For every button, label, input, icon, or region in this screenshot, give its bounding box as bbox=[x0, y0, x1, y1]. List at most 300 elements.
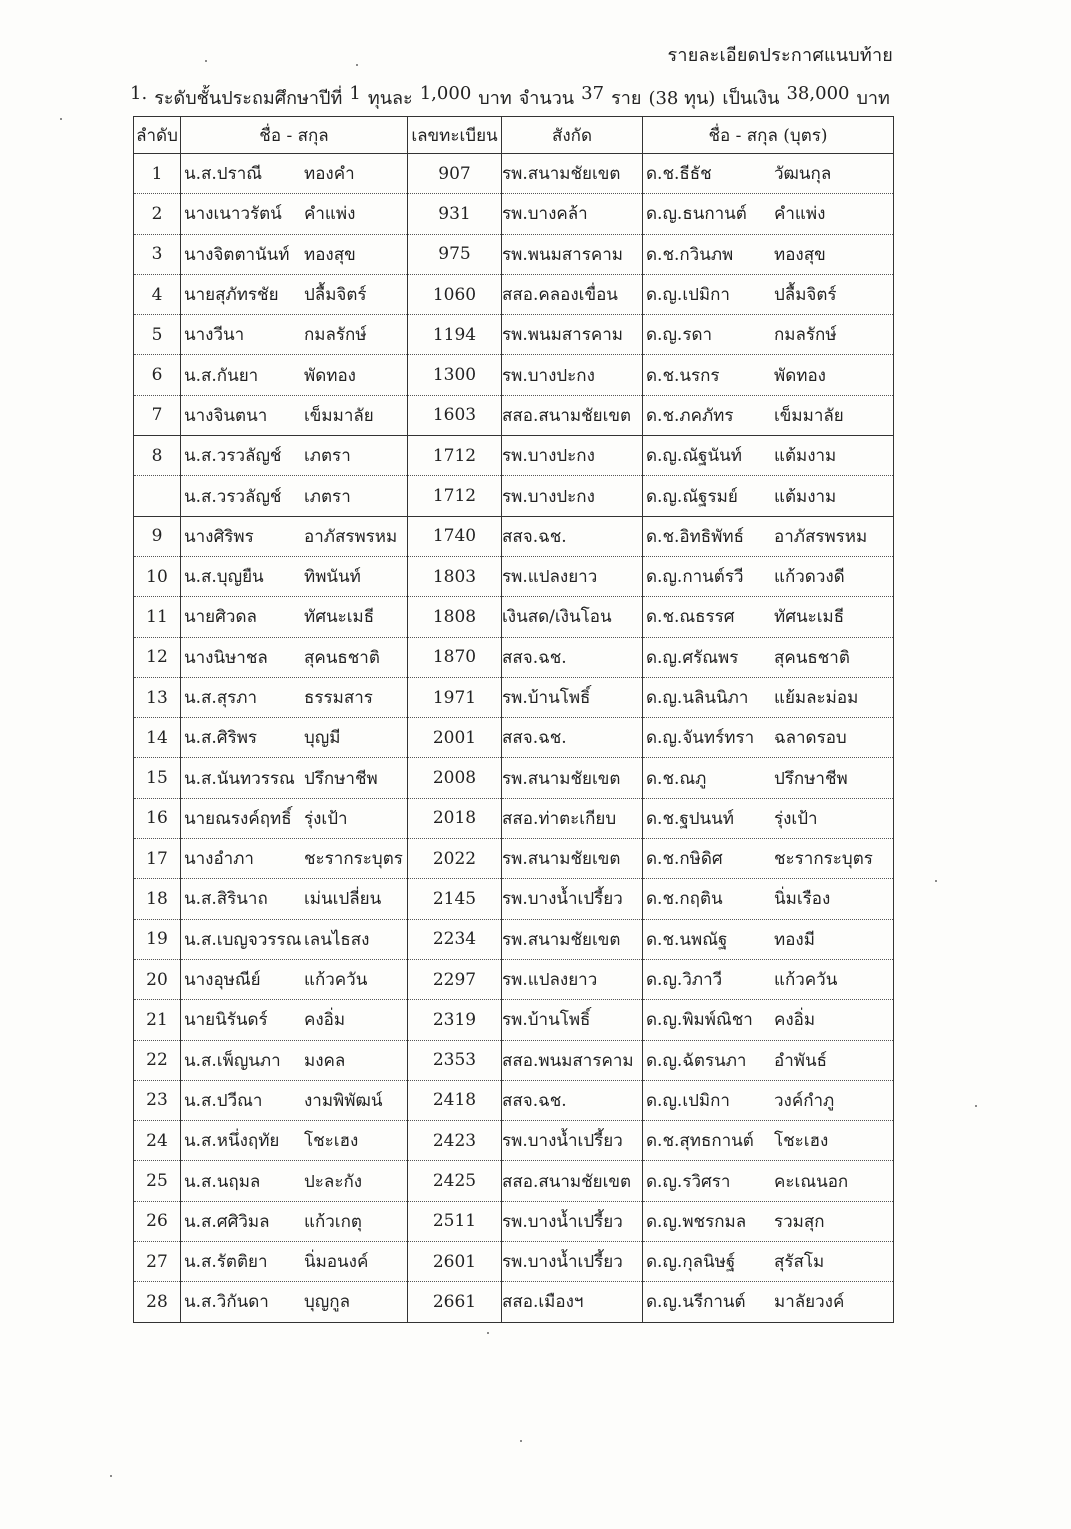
member-first-name: นายสุภัทรชัย bbox=[184, 285, 279, 306]
child-first-name: ด.ญ.รวิศรา bbox=[646, 1171, 731, 1192]
table-row bbox=[134, 879, 894, 919]
affiliation: สสอ.ท่าตะเกียบ bbox=[502, 798, 643, 838]
child-first-name: ด.ญ.รดา bbox=[646, 325, 713, 346]
child-name-cell bbox=[643, 436, 894, 476]
table-row bbox=[134, 315, 894, 355]
member-last-name: กมลรักษ์ bbox=[304, 325, 367, 346]
row-number: 14 bbox=[134, 718, 181, 758]
member-name-cell bbox=[181, 476, 408, 516]
row-number: 4 bbox=[134, 274, 181, 314]
row-number: 13 bbox=[134, 677, 181, 717]
registration-number: 2008 bbox=[408, 758, 502, 798]
header-no: ลำดับ bbox=[134, 117, 181, 154]
registration-number: 907 bbox=[408, 154, 502, 194]
registration-number: 975 bbox=[408, 234, 502, 274]
table-row bbox=[134, 274, 894, 314]
title-part: ระดับชั้นประถมศึกษาปีที่ bbox=[154, 88, 343, 109]
table-row bbox=[134, 1201, 894, 1241]
member-name-cell bbox=[181, 718, 408, 758]
table-row bbox=[134, 556, 894, 596]
table-row bbox=[134, 1161, 894, 1201]
registration-number: 2353 bbox=[408, 1040, 502, 1080]
table-row bbox=[134, 395, 894, 435]
child-first-name: ด.ช.กษิดิศ bbox=[646, 849, 723, 870]
member-last-name: พัดทอง bbox=[304, 365, 356, 386]
registration-number: 1300 bbox=[408, 355, 502, 395]
child-name-cell bbox=[643, 798, 894, 838]
child-name-cell bbox=[643, 234, 894, 274]
member-first-name: น.ส.บุญยืน bbox=[184, 567, 264, 588]
affiliation: รพ.แปลงยาว bbox=[502, 556, 643, 596]
member-last-name: อาภัสรพรหม bbox=[304, 526, 398, 547]
title-part: บาท bbox=[856, 88, 890, 109]
affiliation: รพ.บางคล้า bbox=[502, 194, 643, 234]
member-name-cell bbox=[181, 154, 408, 194]
child-name-cell bbox=[643, 476, 894, 516]
child-first-name: ด.ช.นรกร bbox=[646, 365, 720, 386]
member-name-cell bbox=[181, 879, 408, 919]
child-last-name: ทองมี bbox=[774, 929, 815, 950]
child-last-name: แย้มละม่อม bbox=[774, 688, 859, 708]
child-first-name: ด.ช.กฤติน bbox=[646, 889, 723, 910]
row-number: 20 bbox=[134, 959, 181, 999]
member-name-cell bbox=[181, 556, 408, 596]
child-first-name: ด.ช.ภคภัทร bbox=[646, 405, 734, 426]
member-first-name: นางนิษาชล bbox=[184, 647, 268, 668]
row-number: 22 bbox=[134, 1040, 181, 1080]
child-first-name: ด.ญ.พิมพ์ณิชา bbox=[646, 1010, 753, 1031]
row-number: 17 bbox=[134, 839, 181, 879]
child-first-name: ด.ญ.กุลนิษฐ์ bbox=[646, 1252, 736, 1273]
registration-number: 1712 bbox=[408, 436, 502, 476]
registration-number: 2022 bbox=[408, 839, 502, 879]
member-last-name: เม่นเปลี่ยน bbox=[304, 889, 382, 910]
child-name-cell bbox=[643, 718, 894, 758]
row-number: 28 bbox=[134, 1282, 181, 1322]
child-first-name: ด.ช.ฐปนนท์ bbox=[646, 808, 735, 829]
child-name-cell bbox=[643, 758, 894, 798]
affiliation: รพ.แปลงยาว bbox=[502, 959, 643, 999]
child-name-cell bbox=[643, 315, 894, 355]
affiliation: รพ.สนามชัยเขต bbox=[502, 154, 643, 194]
affiliation: สสจ.ฉช. bbox=[502, 637, 643, 677]
affiliation: รพ.บางปะกง bbox=[502, 476, 643, 516]
member-first-name: น.ส.สิรินาถ bbox=[184, 889, 268, 910]
child-last-name: อาภัสรพรหม bbox=[774, 526, 868, 547]
child-last-name: ชะรากระบุตร bbox=[774, 849, 873, 870]
table-row bbox=[134, 597, 894, 637]
child-name-cell bbox=[643, 1161, 894, 1201]
member-name-cell bbox=[181, 395, 408, 435]
registration-number: 2425 bbox=[408, 1161, 502, 1201]
member-name-cell bbox=[181, 1201, 408, 1241]
member-first-name: นางจิตตานันท์ bbox=[184, 244, 290, 265]
affiliation: รพ.บางน้ำเปรี้ยว bbox=[502, 1201, 643, 1241]
member-name-cell bbox=[181, 355, 408, 395]
child-first-name: ด.ญ.ธนกานต์ bbox=[646, 204, 747, 225]
member-last-name: ปะละกัง bbox=[304, 1171, 363, 1192]
member-last-name: ทัศนะเมธี bbox=[304, 607, 375, 628]
table-row bbox=[134, 476, 894, 516]
header-org: สังกัด bbox=[502, 117, 643, 154]
row-number: 3 bbox=[134, 234, 181, 274]
member-first-name: น.ส.เพ็ญนภา bbox=[184, 1050, 281, 1071]
row-number: 19 bbox=[134, 919, 181, 959]
table-row bbox=[134, 234, 894, 274]
affiliation: เงินสด/เงินโอน bbox=[502, 597, 643, 637]
row-number: 12 bbox=[134, 637, 181, 677]
child-name-cell bbox=[643, 1040, 894, 1080]
child-first-name: ด.ช.ธีธัช bbox=[646, 164, 712, 185]
child-last-name: รวมสุก bbox=[774, 1211, 825, 1232]
member-last-name: ทิพนันท์ bbox=[304, 567, 361, 588]
registration-number: 2661 bbox=[408, 1282, 502, 1322]
child-first-name: ด.ช.อิทธิพัทธ์ bbox=[646, 526, 744, 547]
row-number bbox=[134, 476, 181, 516]
affiliation: รพ.พนมสารคาม bbox=[502, 315, 643, 355]
member-first-name: น.ส.สุรภา bbox=[184, 688, 258, 708]
title-part: บาท bbox=[478, 88, 512, 109]
affiliation: รพ.พนมสารคาม bbox=[502, 234, 643, 274]
child-first-name: ด.ญ.วิภาวี bbox=[646, 970, 723, 991]
table-row bbox=[134, 154, 894, 194]
title-part: 1,000 bbox=[419, 83, 472, 104]
title-part: ราย bbox=[611, 88, 642, 109]
table-row bbox=[134, 758, 894, 798]
registration-number: 2018 bbox=[408, 798, 502, 838]
row-number: 7 bbox=[134, 395, 181, 435]
member-first-name: นางศิริพร bbox=[184, 526, 254, 547]
member-last-name: เภตรา bbox=[304, 446, 351, 467]
member-name-cell bbox=[181, 919, 408, 959]
child-first-name: ด.ญ.เปมิกา bbox=[646, 1090, 730, 1111]
member-first-name: น.ส.ปวีณา bbox=[184, 1090, 263, 1111]
child-first-name: ด.ญ.ฉัตรนภา bbox=[646, 1050, 747, 1071]
member-last-name: เภตรา bbox=[304, 486, 351, 507]
child-last-name: สุรัสโม bbox=[774, 1252, 825, 1273]
registration-number: 1808 bbox=[408, 597, 502, 637]
child-first-name: ด.ญ.นรีกานต์ bbox=[646, 1292, 746, 1313]
member-name-cell bbox=[181, 798, 408, 838]
child-last-name: แก้วควัน bbox=[774, 970, 838, 991]
child-name-cell bbox=[643, 1080, 894, 1120]
member-name-cell bbox=[181, 758, 408, 798]
member-last-name: มงคล bbox=[304, 1050, 346, 1071]
affiliation: สสจ.ฉช. bbox=[502, 1080, 643, 1120]
table-row bbox=[134, 677, 894, 717]
child-name-cell bbox=[643, 556, 894, 596]
member-last-name: คงอิ่ม bbox=[304, 1010, 346, 1031]
table-row bbox=[134, 1080, 894, 1120]
child-first-name: ด.ช.ณธรรศ bbox=[646, 607, 735, 628]
row-number: 8 bbox=[134, 436, 181, 476]
registration-number: 2423 bbox=[408, 1121, 502, 1161]
affiliation: รพ.บางน้ำเปรี้ยว bbox=[502, 1121, 643, 1161]
member-first-name: น.ส.วรวลัญช์ bbox=[184, 486, 282, 507]
child-name-cell bbox=[643, 597, 894, 637]
child-last-name: วัฒนกุล bbox=[774, 164, 832, 185]
title-part: 37 bbox=[581, 83, 605, 104]
member-name-cell bbox=[181, 839, 408, 879]
table-row bbox=[134, 355, 894, 395]
table-row bbox=[134, 1242, 894, 1282]
registration-number: 1603 bbox=[408, 395, 502, 435]
child-name-cell bbox=[643, 879, 894, 919]
registration-number: 2319 bbox=[408, 1000, 502, 1040]
child-name-cell bbox=[643, 959, 894, 999]
scholarship-table bbox=[133, 116, 894, 1323]
member-name-cell bbox=[181, 1282, 408, 1322]
child-first-name: ด.ช.สุทธกานต์ bbox=[646, 1131, 754, 1152]
registration-number: 2601 bbox=[408, 1242, 502, 1282]
row-number: 18 bbox=[134, 879, 181, 919]
child-last-name: คะเณนอก bbox=[774, 1171, 849, 1192]
member-first-name: นางวีนา bbox=[184, 325, 245, 346]
member-last-name: แก้วเกตุ bbox=[304, 1211, 362, 1232]
row-number: 6 bbox=[134, 355, 181, 395]
affiliation: รพ.สนามชัยเขต bbox=[502, 919, 643, 959]
child-last-name: ปลื้มจิตร์ bbox=[774, 285, 837, 306]
table-header-row bbox=[134, 117, 894, 154]
row-number: 23 bbox=[134, 1080, 181, 1120]
child-last-name: แต้มงาม bbox=[774, 486, 837, 507]
affiliation: สสอ.พนมสารคาม bbox=[502, 1040, 643, 1080]
member-name-cell bbox=[181, 959, 408, 999]
affiliation: สสอ.คลองเขื่อน bbox=[502, 274, 643, 314]
member-first-name: น.ส.นฤมล bbox=[184, 1171, 261, 1192]
member-first-name: นางอำภา bbox=[184, 849, 254, 870]
child-first-name: ด.ญ.ศรัณพร bbox=[646, 647, 739, 668]
child-first-name: ด.ญ.กานต์รวี bbox=[646, 567, 744, 588]
registration-number: 931 bbox=[408, 194, 502, 234]
child-first-name: ด.ช.นพณัฐ bbox=[646, 929, 728, 950]
member-name-cell bbox=[181, 516, 408, 556]
member-name-cell bbox=[181, 677, 408, 717]
registration-number: 2418 bbox=[408, 1080, 502, 1120]
row-number: 10 bbox=[134, 556, 181, 596]
member-last-name: ปรึกษาชีพ bbox=[304, 768, 378, 789]
child-first-name: ด.ญ.พชรกมล bbox=[646, 1211, 747, 1232]
member-first-name: น.ส.เบญจวรรณ bbox=[184, 929, 302, 950]
child-last-name: นิ่มเรือง bbox=[774, 889, 831, 910]
child-first-name: ด.ช.ณภู bbox=[646, 768, 707, 789]
member-name-cell bbox=[181, 194, 408, 234]
member-last-name: โชะเฮง bbox=[304, 1131, 359, 1152]
child-name-cell bbox=[643, 919, 894, 959]
child-first-name: ด.ญ.จันทร์ทรา bbox=[646, 728, 755, 749]
registration-number: 2297 bbox=[408, 959, 502, 999]
registration-number: 1870 bbox=[408, 637, 502, 677]
child-name-cell bbox=[643, 1282, 894, 1322]
section-title bbox=[130, 83, 890, 112]
row-number: 1 bbox=[134, 154, 181, 194]
member-last-name: นิ่มอนงค์ bbox=[304, 1252, 369, 1273]
row-number: 15 bbox=[134, 758, 181, 798]
table-row bbox=[134, 798, 894, 838]
row-number: 21 bbox=[134, 1000, 181, 1040]
registration-number: 1712 bbox=[408, 476, 502, 516]
attachment-note: รายละเอียดประกาศแนบท้าย bbox=[667, 45, 893, 66]
child-last-name: ทัศนะเมธี bbox=[774, 607, 845, 628]
child-first-name: ด.ญ.ณัฐรมย์ bbox=[646, 486, 738, 507]
header-name: ชื่อ - สกุล bbox=[181, 117, 408, 154]
child-name-cell bbox=[643, 637, 894, 677]
child-last-name: ปรึกษาชีพ bbox=[774, 768, 848, 789]
child-name-cell bbox=[643, 1201, 894, 1241]
title-part: เป็นเงิน bbox=[722, 88, 780, 109]
member-first-name: นางเนาวรัตน์ bbox=[184, 204, 282, 225]
child-last-name: โชะเฮง bbox=[774, 1131, 829, 1152]
child-last-name: เข็มมาลัย bbox=[774, 405, 844, 426]
child-last-name: แต้มงาม bbox=[774, 446, 837, 467]
table-row bbox=[134, 436, 894, 476]
affiliation: รพ.บางปะกง bbox=[502, 355, 643, 395]
affiliation: รพ.บางปะกง bbox=[502, 436, 643, 476]
table-row bbox=[134, 637, 894, 677]
child-last-name: วงค์กำภู bbox=[774, 1090, 835, 1111]
child-last-name: มาลัยวงค์ bbox=[774, 1292, 845, 1313]
registration-number: 2234 bbox=[408, 919, 502, 959]
member-last-name: ชะรากระบุตร bbox=[304, 849, 403, 870]
table-body bbox=[134, 154, 894, 1323]
member-first-name: น.ส.กันยา bbox=[184, 365, 259, 386]
member-name-cell bbox=[181, 315, 408, 355]
row-number: 27 bbox=[134, 1242, 181, 1282]
member-name-cell bbox=[181, 1080, 408, 1120]
affiliation: รพ.บางน้ำเปรี้ยว bbox=[502, 1242, 643, 1282]
header-child: ชื่อ - สกุล (บุตร) bbox=[643, 117, 894, 154]
member-last-name: บุญกูล bbox=[304, 1292, 350, 1313]
registration-number: 1060 bbox=[408, 274, 502, 314]
registration-number: 1971 bbox=[408, 677, 502, 717]
member-last-name: ธรรมสาร bbox=[304, 688, 373, 708]
title-part: 1 bbox=[349, 83, 361, 104]
registration-number: 1740 bbox=[408, 516, 502, 556]
child-last-name: พัดทอง bbox=[774, 365, 826, 386]
table-row bbox=[134, 516, 894, 556]
member-name-cell bbox=[181, 1161, 408, 1201]
child-last-name: แก้วดวงดี bbox=[774, 567, 845, 588]
member-last-name: ปลื้มจิตร์ bbox=[304, 285, 367, 306]
child-name-cell bbox=[643, 355, 894, 395]
registration-number: 2511 bbox=[408, 1201, 502, 1241]
member-first-name: น.ส.วรวลัญช์ bbox=[184, 446, 282, 467]
member-first-name: นายนิรันดร์ bbox=[184, 1010, 268, 1031]
child-name-cell bbox=[643, 839, 894, 879]
table-row bbox=[134, 839, 894, 879]
affiliation: รพ.บางน้ำเปรี้ยว bbox=[502, 879, 643, 919]
child-last-name: ทองสุข bbox=[774, 244, 826, 265]
member-last-name: งามพิพัฒน์ bbox=[304, 1090, 383, 1111]
member-last-name: คำแพ่ง bbox=[304, 204, 356, 225]
member-last-name: บุญมี bbox=[304, 728, 341, 749]
child-name-cell bbox=[643, 274, 894, 314]
registration-number: 2001 bbox=[408, 718, 502, 758]
member-last-name: รุ่งเป้า bbox=[304, 808, 348, 829]
child-last-name: ฉลาดรอบ bbox=[774, 728, 847, 749]
member-name-cell bbox=[181, 1121, 408, 1161]
affiliation: สสอ.เมืองฯ bbox=[502, 1282, 643, 1322]
title-part: (38 ทุน) bbox=[648, 88, 716, 109]
member-last-name: เข็มมาลัย bbox=[304, 405, 374, 426]
table-row bbox=[134, 1282, 894, 1322]
affiliation: รพ.บ้านโพธิ์ bbox=[502, 1000, 643, 1040]
child-name-cell bbox=[643, 1000, 894, 1040]
member-name-cell bbox=[181, 1040, 408, 1080]
child-name-cell bbox=[643, 395, 894, 435]
row-number: 11 bbox=[134, 597, 181, 637]
member-last-name: เลนไธสง bbox=[304, 929, 370, 950]
child-name-cell bbox=[643, 194, 894, 234]
row-number: 24 bbox=[134, 1121, 181, 1161]
member-last-name: ทองคำ bbox=[304, 164, 355, 185]
row-number: 25 bbox=[134, 1161, 181, 1201]
row-number: 16 bbox=[134, 798, 181, 838]
header-reg: เลขทะเบียน bbox=[408, 117, 502, 154]
member-name-cell bbox=[181, 1000, 408, 1040]
child-name-cell bbox=[643, 677, 894, 717]
member-name-cell bbox=[181, 234, 408, 274]
member-first-name: นางจินตนา bbox=[184, 405, 268, 426]
member-first-name: น.ส.วิกันดา bbox=[184, 1292, 269, 1313]
member-first-name: น.ส.ปราณี bbox=[184, 164, 263, 185]
child-first-name: ด.ญ.ณัฐนันท์ bbox=[646, 446, 742, 467]
row-number: 5 bbox=[134, 315, 181, 355]
child-last-name: สุคนธชาติ bbox=[774, 647, 850, 668]
child-last-name: คงอิ่ม bbox=[774, 1010, 816, 1031]
member-first-name: น.ส.ศิริพร bbox=[184, 728, 258, 749]
title-part: จำนวน bbox=[518, 88, 575, 109]
registration-number: 1803 bbox=[408, 556, 502, 596]
member-first-name: น.ส.หนึ่งฤทัย bbox=[184, 1131, 280, 1152]
title-part: ทุนละ bbox=[367, 88, 413, 109]
title-part: 38,000 bbox=[786, 83, 850, 104]
table-row bbox=[134, 1121, 894, 1161]
table-row bbox=[134, 718, 894, 758]
child-last-name: รุ่งเป้า bbox=[774, 808, 818, 829]
member-name-cell bbox=[181, 436, 408, 476]
child-first-name: ด.ญ.นลินนิภา bbox=[646, 688, 749, 708]
member-last-name: สุคนธชาติ bbox=[304, 647, 380, 668]
row-number: 9 bbox=[134, 516, 181, 556]
member-first-name: น.ส.ศศิวิมล bbox=[184, 1211, 270, 1232]
affiliation: สสอ.สนามชัยเขต bbox=[502, 1161, 643, 1201]
child-last-name: อำพันธ์ bbox=[774, 1050, 827, 1071]
affiliation: สสจ.ฉช. bbox=[502, 516, 643, 556]
row-number: 26 bbox=[134, 1201, 181, 1241]
child-name-cell bbox=[643, 516, 894, 556]
child-first-name: ด.ญ.เปมิกา bbox=[646, 285, 730, 306]
member-first-name: นางอุษณีย์ bbox=[184, 970, 261, 991]
child-last-name: คำแพ่ง bbox=[774, 204, 826, 225]
child-last-name: กมลรักษ์ bbox=[774, 325, 837, 346]
affiliation: รพ.สนามชัยเขต bbox=[502, 839, 643, 879]
table-row bbox=[134, 1000, 894, 1040]
member-last-name: ทองสุข bbox=[304, 244, 356, 265]
row-number: 2 bbox=[134, 194, 181, 234]
member-first-name: นายศิวดล bbox=[184, 607, 257, 628]
member-first-name: นายณรงค์ฤทธิ์ bbox=[184, 808, 292, 829]
child-name-cell bbox=[643, 1121, 894, 1161]
registration-number: 1194 bbox=[408, 315, 502, 355]
affiliation: สสอ.สนามชัยเขต bbox=[502, 395, 643, 435]
member-name-cell bbox=[181, 1242, 408, 1282]
affiliation: รพ.สนามชัยเขต bbox=[502, 758, 643, 798]
member-first-name: น.ส.นันทวรรณ bbox=[184, 768, 295, 789]
registration-number: 2145 bbox=[408, 879, 502, 919]
member-first-name: น.ส.รัตติยา bbox=[184, 1252, 268, 1273]
member-name-cell bbox=[181, 637, 408, 677]
